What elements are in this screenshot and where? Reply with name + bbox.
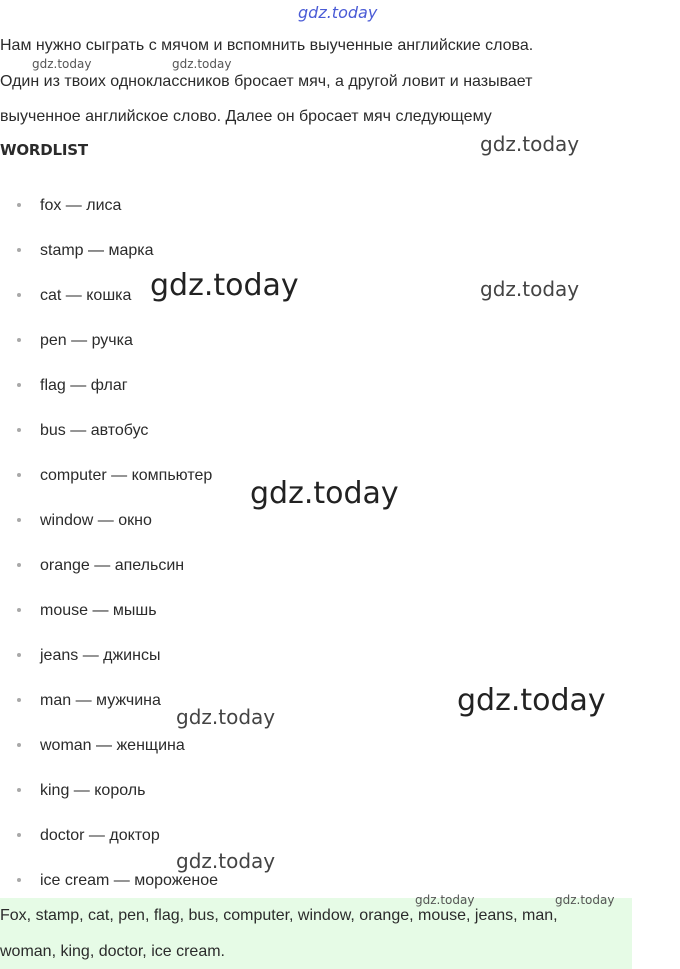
bullet-icon	[17, 563, 21, 567]
word-pair: jeans — джинсы	[40, 647, 161, 664]
word-pair: bus — автобус	[40, 422, 149, 439]
bullet-icon	[17, 248, 21, 252]
bullet-icon	[17, 473, 21, 477]
list-item	[0, 453, 218, 498]
list-item	[0, 768, 218, 813]
word-pair: doctor — доктор	[40, 827, 160, 844]
bullet-icon	[17, 833, 21, 837]
intro-line: выученное английское слово. Далее он бросает мяч следующему	[0, 108, 492, 125]
wordlist-heading: WORDLIST	[0, 141, 88, 159]
list-item	[0, 318, 218, 363]
list-item	[0, 543, 218, 588]
bullet-icon	[17, 383, 21, 387]
watermark: gdz.today	[172, 57, 232, 71]
watermark: gdz.today	[250, 476, 399, 511]
list-item	[0, 588, 218, 633]
list-item	[0, 723, 218, 768]
bullet-icon	[17, 878, 21, 882]
word-pair: fox — лиса	[40, 197, 122, 214]
list-item	[0, 408, 218, 453]
word-pair: pen — ручка	[40, 332, 133, 349]
watermark: gdz.today	[150, 268, 299, 303]
word-pair: stamp — марка	[40, 242, 154, 259]
watermark: gdz.today	[480, 132, 580, 156]
watermark: gdz.today	[32, 57, 92, 71]
bullet-icon	[17, 653, 21, 657]
bullet-icon	[17, 293, 21, 297]
watermark: gdz.today	[457, 683, 606, 718]
watermark: gdz.today	[298, 3, 378, 22]
answer-line: Fox, stamp, cat, pen, flag, bus, computer, window, orange, mouse, jeans, man,	[0, 907, 558, 924]
answer-line: woman, king, doctor, ice cream.	[0, 942, 225, 960]
intro-line: Один из твоих одноклассников бросает мяч, а другой ловит и называет	[0, 72, 533, 90]
word-pair: cat — кошка	[40, 287, 132, 304]
bullet-icon	[17, 203, 21, 207]
word-pair: flag — флаг	[40, 377, 128, 394]
bullet-icon	[17, 428, 21, 432]
list-item	[0, 633, 218, 678]
watermark: gdz.today	[415, 893, 475, 907]
bullet-icon	[17, 608, 21, 612]
list-item	[0, 228, 218, 273]
intro-text	[0, 28, 640, 135]
word-pair: computer — компьютер	[40, 467, 213, 484]
bullet-icon	[17, 788, 21, 792]
bullet-icon	[17, 518, 21, 522]
list-item	[0, 498, 218, 543]
word-pair: mouse — мышь	[40, 602, 157, 619]
bullet-icon	[17, 338, 21, 342]
bullet-icon	[17, 743, 21, 747]
list-item	[0, 183, 218, 228]
watermark: gdz.today	[176, 705, 276, 729]
intro-line: Нам нужно сыграть с мячом и вспомнить выученные английские слова.	[0, 37, 534, 54]
word-pair: ice cream — мороженое	[40, 872, 218, 889]
word-pair: woman — женщина	[40, 737, 185, 754]
word-pair: orange — апельсин	[40, 557, 185, 574]
watermark: gdz.today	[176, 849, 276, 873]
word-pair: king — король	[40, 782, 146, 799]
word-pair: man — мужчина	[40, 692, 161, 709]
bullet-icon	[17, 698, 21, 702]
watermark: gdz.today	[480, 277, 580, 301]
answer-block	[0, 898, 632, 969]
list-item	[0, 363, 218, 408]
watermark: gdz.today	[555, 893, 615, 907]
word-pair: window — окно	[40, 512, 152, 529]
